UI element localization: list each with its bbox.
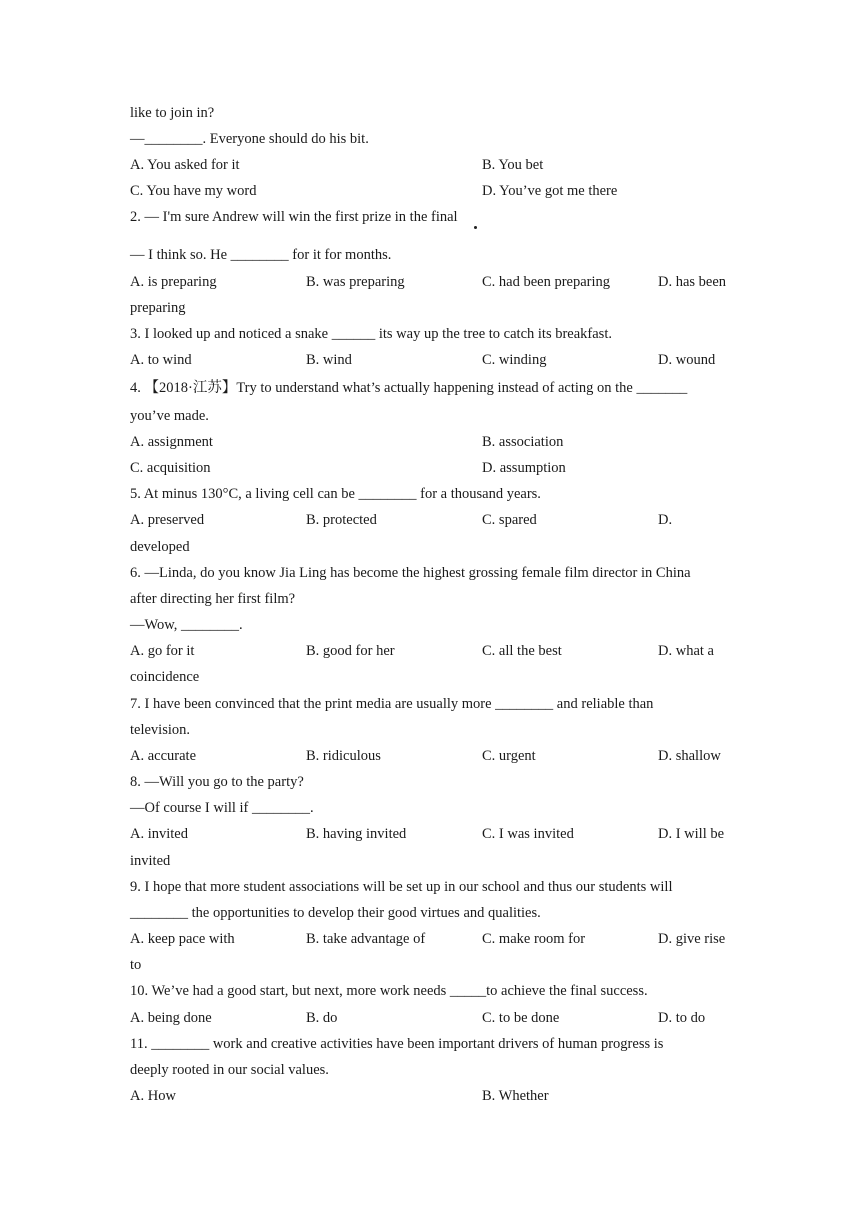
- text-line: B. association: [482, 434, 564, 450]
- text-line: A. invited: [130, 826, 188, 842]
- text-line: B. take advantage of: [306, 931, 426, 947]
- text-line: B. wind: [306, 352, 352, 368]
- text-line: A. How: [130, 1088, 176, 1104]
- text-line: B. good for her: [306, 643, 395, 659]
- stray-dot-mark: [474, 226, 477, 229]
- text-line: C. had been preparing: [482, 274, 611, 290]
- text-line: B. do: [306, 1010, 338, 1026]
- text-line: C. I was invited: [482, 826, 574, 842]
- text-line: C. spared: [482, 512, 537, 528]
- text-line: D. assumption: [482, 460, 566, 476]
- text-line: C. winding: [482, 352, 547, 368]
- text-line: like to join in?: [130, 105, 215, 121]
- text-line: D.: [658, 512, 673, 528]
- text-line: 5. At minus 130°C, a living cell can be ________ for a thousand years.: [130, 486, 541, 502]
- text-line: A. keep pace with: [130, 931, 235, 947]
- text-line: C. acquisition: [130, 460, 211, 476]
- text-line: developed: [130, 539, 190, 555]
- text-line: D. You’ve got me there: [482, 183, 618, 199]
- text-line: A. assignment: [130, 434, 213, 450]
- text-line: A. You asked for it: [130, 157, 240, 173]
- text-line: A. go for it: [130, 643, 195, 659]
- text-line: D. give rise: [658, 931, 726, 947]
- text-line: B. You bet: [482, 157, 544, 173]
- text-line: television.: [130, 722, 191, 738]
- text-line: A. preserved: [130, 512, 205, 528]
- text-line: B. Whether: [482, 1088, 549, 1104]
- text-line: 4. 【2018·江苏】Try to understand what’s actually happening instead of acting on the _______: [130, 380, 688, 396]
- text-line: to: [130, 957, 142, 973]
- text-line: preparing: [130, 300, 186, 316]
- text-line: deeply rooted in our social values.: [130, 1062, 329, 1078]
- text-line: D. has been: [658, 274, 727, 290]
- text-line: B. was preparing: [306, 274, 405, 290]
- text-line: B. protected: [306, 512, 377, 528]
- text-line: —Of course I will if ________.: [130, 800, 314, 816]
- text-line: 11. ________ work and creative activities have been important drivers of human progress is: [130, 1036, 664, 1052]
- text-line: you’ve made.: [130, 408, 209, 424]
- text-line: D. what a: [658, 643, 714, 659]
- text-line: 10. We’ve had a good start, but next, more work needs _____to achieve the final success.: [130, 983, 648, 999]
- text-line: —Wow, ________.: [130, 617, 243, 633]
- text-line: 7. I have been convinced that the print media are usually more ________ and reliable than: [130, 696, 654, 712]
- text-line: B. having invited: [306, 826, 407, 842]
- text-line: D. wound: [658, 352, 716, 368]
- text-line: D. I will be: [658, 826, 725, 842]
- text-line: D. shallow: [658, 748, 721, 764]
- text-line: — I think so. He ________ for it for months.: [130, 247, 392, 263]
- text-line: C. make room for: [482, 931, 586, 947]
- text-line: A. to wind: [130, 352, 192, 368]
- text-line: 9. I hope that more student associations will be set up in our school and thus our students will: [130, 879, 673, 895]
- text-line: D. to do: [658, 1010, 706, 1026]
- text-line: C. urgent: [482, 748, 536, 764]
- text-line: 3. I looked up and noticed a snake ______ its way up the tree to catch its breakfast.: [130, 326, 612, 342]
- text-line: ________ the opportunities to develop their good virtues and qualities.: [130, 905, 541, 921]
- text-line: 8. —Will you go to the party?: [130, 774, 304, 790]
- text-line: A. being done: [130, 1010, 212, 1026]
- text-line: C. all the best: [482, 643, 562, 659]
- text-line: after directing her first film?: [130, 591, 296, 607]
- text-line: coincidence: [130, 669, 200, 685]
- text-line: A. is preparing: [130, 274, 217, 290]
- text-line: invited: [130, 853, 171, 869]
- text-line: B. ridiculous: [306, 748, 381, 764]
- text-line: C. to be done: [482, 1010, 560, 1026]
- text-line: A. accurate: [130, 748, 197, 764]
- text-line: 2. — I'm sure Andrew will win the first prize in the final: [130, 209, 458, 225]
- text-line: —________. Everyone should do his bit.: [130, 131, 369, 147]
- text-line: C. You have my word: [130, 183, 257, 199]
- text-line: 6. —Linda, do you know Jia Ling has become the highest grossing female film director in China: [130, 565, 691, 581]
